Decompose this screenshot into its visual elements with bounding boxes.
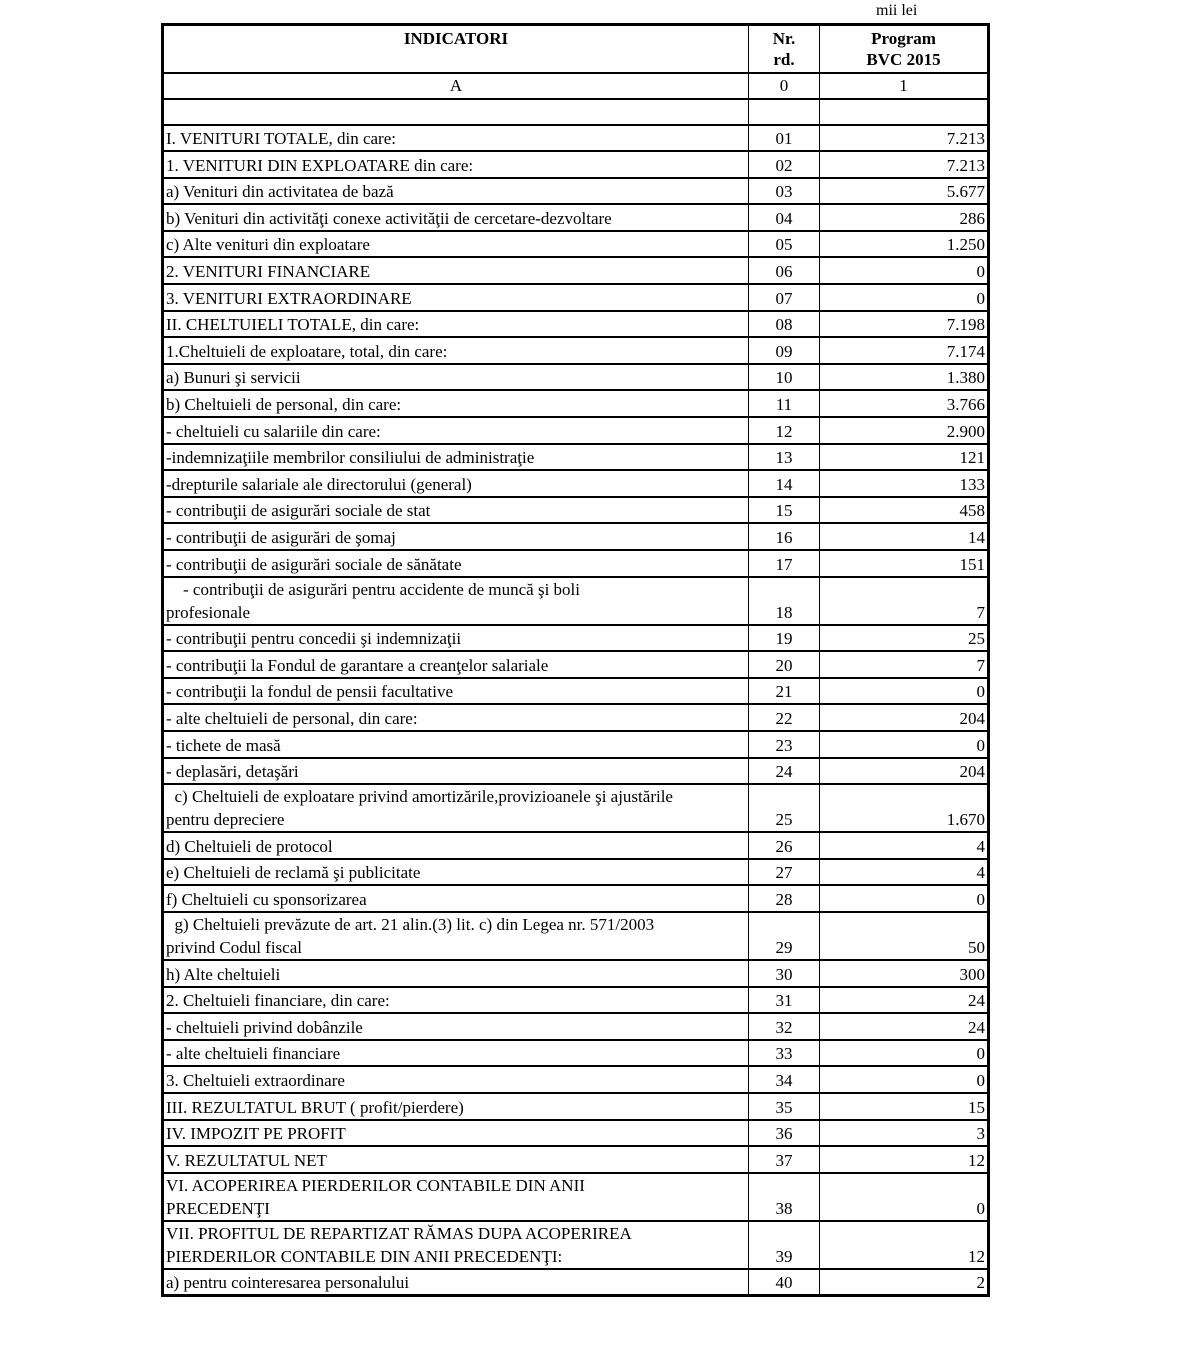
row-number: 40 (749, 1269, 820, 1296)
indicator-label: -drepturile salariale ale directorului (general) (163, 470, 749, 497)
indicator-label: g) Cheltuieli prevăzute de art. 21 alin.(3) lit. c) din Legea nr. 571/2003 privind Codul fiscal (163, 912, 749, 960)
program-value: 300 (820, 960, 989, 987)
header-program: Program BVC 2015 (820, 25, 989, 73)
spacer-row (163, 99, 989, 125)
indicator-label: b) Venituri din activităţi conexe activităţii de cercetare-dezvoltare (163, 204, 749, 231)
row-number: 18 (749, 577, 820, 625)
program-value: 7.174 (820, 337, 989, 364)
header-row (163, 25, 989, 73)
table-body (163, 125, 989, 1296)
table-row (163, 497, 989, 524)
indicator-label: II. CHELTUIELI TOTALE, din care: (163, 311, 749, 338)
table-row (163, 284, 989, 311)
row-number: 09 (749, 337, 820, 364)
row-number: 39 (749, 1221, 820, 1269)
program-value: 0 (820, 284, 989, 311)
indicator-label: c) Cheltuieli de exploatare privind amortizările,provizioanele şi ajustările pentru depreciere (163, 784, 749, 832)
table-row (163, 885, 989, 912)
header-indicators: INDICATORI (163, 25, 749, 73)
program-value: 204 (820, 758, 989, 785)
budget-table (161, 23, 990, 1297)
row-number: 37 (749, 1146, 820, 1173)
table-row (163, 758, 989, 785)
indicator-label: 3. Cheltuieli extraordinare (163, 1066, 749, 1093)
row-number: 07 (749, 284, 820, 311)
indicator-label: a) pentru cointeresarea personalului (163, 1269, 749, 1296)
spacer-cell (820, 99, 989, 125)
table-row (163, 859, 989, 886)
program-value: 3.766 (820, 390, 989, 417)
program-value: 12 (820, 1221, 989, 1269)
row-number: 38 (749, 1173, 820, 1221)
table-row (163, 651, 989, 678)
table-row (163, 1040, 989, 1067)
table-row (163, 204, 989, 231)
indicator-label: 1. VENITURI DIN EXPLOATARE din care: (163, 151, 749, 178)
indicator-label: I. VENITURI TOTALE, din care: (163, 125, 749, 152)
spacer-cell (163, 99, 749, 125)
indicator-label: c) Alte venituri din exploatare (163, 231, 749, 258)
program-value: 0 (820, 1066, 989, 1093)
table-row (163, 444, 989, 471)
indicator-label: - contribuţii de asigurări sociale de sănătate (163, 550, 749, 577)
table-row (163, 1013, 989, 1040)
indicator-label: III. REZULTATUL BRUT ( profit/pierdere) (163, 1093, 749, 1120)
program-value: 4 (820, 859, 989, 886)
row-number: 04 (749, 204, 820, 231)
table-row (163, 550, 989, 577)
table-row (163, 912, 989, 960)
program-value: 0 (820, 678, 989, 705)
indicator-label: V. REZULTATUL NET (163, 1146, 749, 1173)
program-value: 2.900 (820, 417, 989, 444)
row-number: 17 (749, 550, 820, 577)
column-letters-row (163, 73, 989, 99)
spacer-cell (749, 99, 820, 125)
indicator-label: - contribuţii de asigurări de şomaj (163, 523, 749, 550)
program-value: 7 (820, 651, 989, 678)
table-row (163, 784, 989, 832)
indicator-label: - contribuţii pentru concedii şi indemnizaţii (163, 625, 749, 652)
indicator-label: -indemnizaţiile membrilor consiliului de administraţie (163, 444, 749, 471)
row-number: 21 (749, 678, 820, 705)
table-row (163, 337, 989, 364)
program-value: 7.198 (820, 311, 989, 338)
row-number: 05 (749, 231, 820, 258)
indicator-label: - alte cheltuieli de personal, din care: (163, 704, 749, 731)
program-value: 286 (820, 204, 989, 231)
program-value: 7 (820, 577, 989, 625)
row-number: 08 (749, 311, 820, 338)
row-number: 27 (749, 859, 820, 886)
row-number: 11 (749, 390, 820, 417)
row-number: 14 (749, 470, 820, 497)
indicator-label: IV. IMPOZIT PE PROFIT (163, 1120, 749, 1147)
row-number: 23 (749, 731, 820, 758)
row-number: 02 (749, 151, 820, 178)
column-letter-a: A (163, 73, 749, 99)
indicator-label: - contribuţii la Fondul de garantare a creanţelor salariale (163, 651, 749, 678)
program-value: 7.213 (820, 151, 989, 178)
indicator-label: 2. Cheltuieli financiare, din care: (163, 987, 749, 1014)
row-number: 24 (749, 758, 820, 785)
indicator-label: - contribuţii la fondul de pensii facultative (163, 678, 749, 705)
table-row (163, 678, 989, 705)
indicator-label: - deplasări, detaşări (163, 758, 749, 785)
table-row (163, 1093, 989, 1120)
row-number: 25 (749, 784, 820, 832)
table-row (163, 1221, 989, 1269)
indicator-label: - cheltuieli privind dobânzile (163, 1013, 749, 1040)
row-number: 06 (749, 257, 820, 284)
table-row (163, 1269, 989, 1296)
indicator-label: 1.Cheltuieli de exploatare, total, din care: (163, 337, 749, 364)
row-number: 01 (749, 125, 820, 152)
unit-label: mii lei (876, 2, 918, 19)
indicator-label: VII. PROFITUL DE REPARTIZAT RĂMAS DUPA ACOPERIREA PIERDERILOR CONTABILE DIN ANII PRECEDENŢI: (163, 1221, 749, 1269)
row-number: 33 (749, 1040, 820, 1067)
program-value: 5.677 (820, 178, 989, 205)
table-row (163, 417, 989, 444)
row-number: 26 (749, 832, 820, 859)
table-row (163, 523, 989, 550)
table-row (163, 987, 989, 1014)
table-row (163, 470, 989, 497)
row-number: 34 (749, 1066, 820, 1093)
indicator-label: - tichete de masă (163, 731, 749, 758)
row-number: 03 (749, 178, 820, 205)
program-value: 2 (820, 1269, 989, 1296)
row-number: 28 (749, 885, 820, 912)
indicator-label: b) Cheltuieli de personal, din care: (163, 390, 749, 417)
table-row (163, 1173, 989, 1221)
table-row (163, 577, 989, 625)
row-number: 20 (749, 651, 820, 678)
table-row (163, 704, 989, 731)
indicator-label: f) Cheltuieli cu sponsorizarea (163, 885, 749, 912)
indicator-label: d) Cheltuieli de protocol (163, 832, 749, 859)
table-row (163, 257, 989, 284)
indicator-label: a) Bunuri şi servicii (163, 364, 749, 391)
program-value: 50 (820, 912, 989, 960)
row-number: 36 (749, 1120, 820, 1147)
program-value: 24 (820, 987, 989, 1014)
program-value: 24 (820, 1013, 989, 1040)
table-row (163, 151, 989, 178)
row-number: 30 (749, 960, 820, 987)
indicator-label: - contribuţii de asigurări pentru accidente de muncă şi boli profesionale (163, 577, 749, 625)
table-row (163, 731, 989, 758)
indicator-label: h) Alte cheltuieli (163, 960, 749, 987)
row-number: 31 (749, 987, 820, 1014)
table-row (163, 1120, 989, 1147)
table-row (163, 364, 989, 391)
row-number: 35 (749, 1093, 820, 1120)
indicator-label: e) Cheltuieli de reclamă şi publicitate (163, 859, 749, 886)
column-letter-1: 1 (820, 73, 989, 99)
program-value: 133 (820, 470, 989, 497)
row-number: 19 (749, 625, 820, 652)
indicator-label: 2. VENITURI FINANCIARE (163, 257, 749, 284)
program-value: 1.380 (820, 364, 989, 391)
program-value: 0 (820, 885, 989, 912)
row-number: 16 (749, 523, 820, 550)
program-value: 204 (820, 704, 989, 731)
indicator-label: VI. ACOPERIREA PIERDERILOR CONTABILE DIN ANII PRECEDENŢI (163, 1173, 749, 1221)
row-number: 29 (749, 912, 820, 960)
table-row (163, 178, 989, 205)
program-value: 25 (820, 625, 989, 652)
table-row (163, 832, 989, 859)
program-value: 121 (820, 444, 989, 471)
program-value: 0 (820, 1173, 989, 1221)
table-row (163, 125, 989, 152)
program-value: 458 (820, 497, 989, 524)
row-number: 13 (749, 444, 820, 471)
program-value: 12 (820, 1146, 989, 1173)
row-number: 10 (749, 364, 820, 391)
program-value: 7.213 (820, 125, 989, 152)
indicator-label: - contribuţii de asigurări sociale de stat (163, 497, 749, 524)
program-value: 0 (820, 731, 989, 758)
column-letter-0: 0 (749, 73, 820, 99)
table-row (163, 1146, 989, 1173)
row-number: 15 (749, 497, 820, 524)
program-value: 14 (820, 523, 989, 550)
row-number: 12 (749, 417, 820, 444)
header-row-number: Nr. rd. (749, 25, 820, 73)
row-number: 32 (749, 1013, 820, 1040)
program-value: 4 (820, 832, 989, 859)
program-value: 1.670 (820, 784, 989, 832)
table-row (163, 390, 989, 417)
table-row (163, 311, 989, 338)
program-value: 1.250 (820, 231, 989, 258)
program-value: 0 (820, 257, 989, 284)
indicator-label: 3. VENITURI EXTRAORDINARE (163, 284, 749, 311)
table-row (163, 1066, 989, 1093)
program-value: 151 (820, 550, 989, 577)
table-row (163, 960, 989, 987)
indicator-label: - cheltuieli cu salariile din care: (163, 417, 749, 444)
program-value: 3 (820, 1120, 989, 1147)
indicator-label: - alte cheltuieli financiare (163, 1040, 749, 1067)
indicator-label: a) Venituri din activitatea de bază (163, 178, 749, 205)
table-row (163, 231, 989, 258)
program-value: 15 (820, 1093, 989, 1120)
table-row (163, 625, 989, 652)
row-number: 22 (749, 704, 820, 731)
program-value: 0 (820, 1040, 989, 1067)
